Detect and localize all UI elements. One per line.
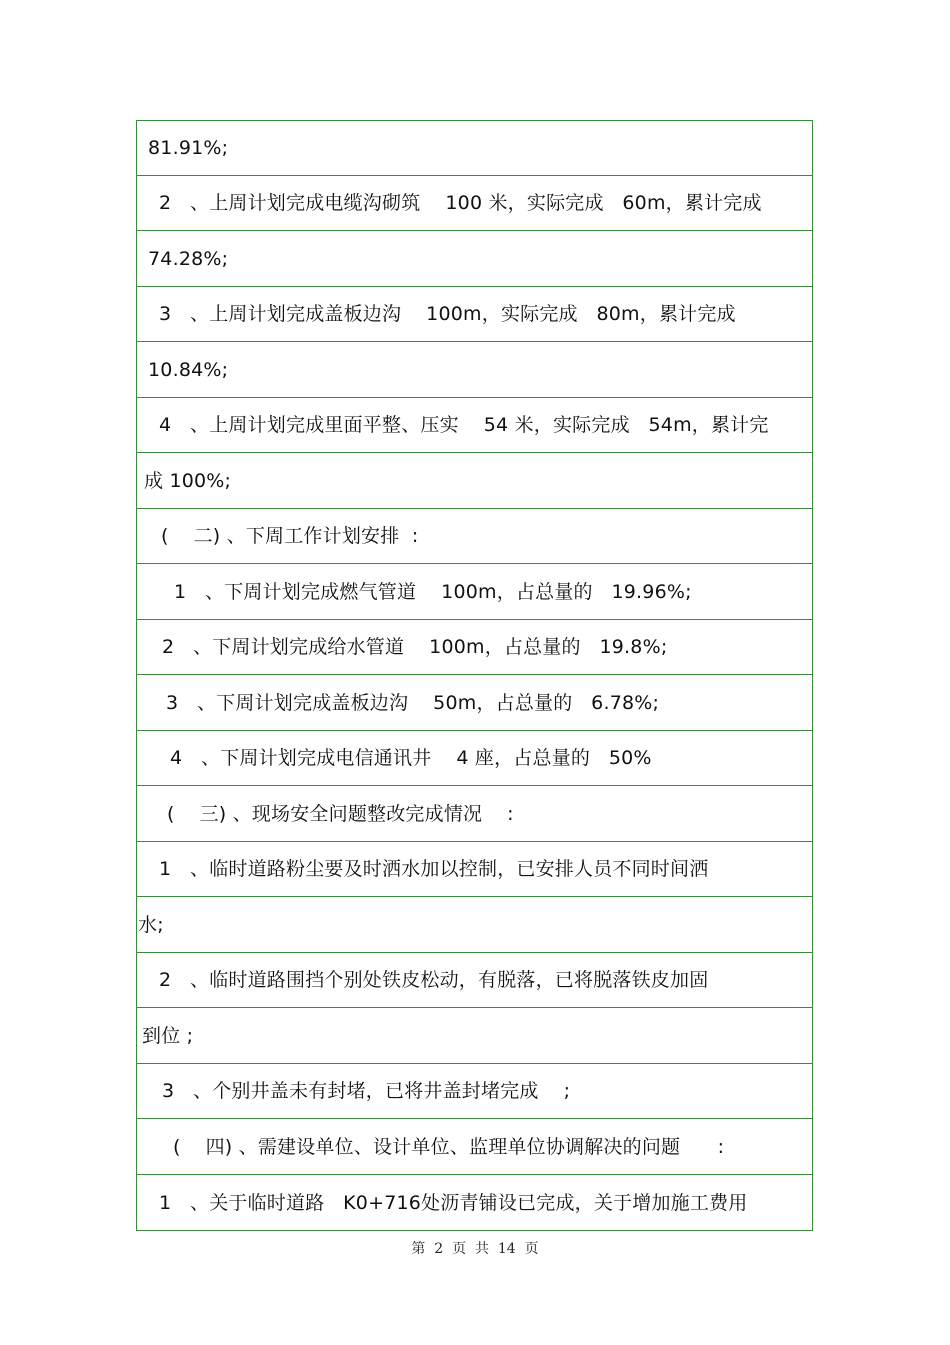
table-row (137, 731, 812, 786)
row-text: 2 、下周计划完成给水管道 100m，占总量的 19.8%; (162, 636, 668, 658)
table-row (137, 398, 812, 453)
table-row (137, 898, 812, 953)
table-row (137, 343, 812, 398)
table-row (137, 121, 812, 176)
table-row (137, 1175, 812, 1230)
row-text: 4 、下周计划完成电信通讯井 4 座，占总量的 50% (170, 747, 652, 769)
table-row (137, 953, 812, 1008)
row-text: 1 、关于临时道路 K0+716处沥青铺设已完成，关于增加施工费用 (159, 1191, 748, 1214)
page-number-footer: 第 2 页 共 14 页 (411, 1241, 539, 1257)
row-text: 1 、下周计划完成燃气管道 100m，占总量的 19.96%; (174, 581, 692, 603)
table-row (137, 232, 812, 287)
row-text: 3 、上周计划完成盖板边沟 100m，实际完成 80m，累计完成 (159, 303, 736, 325)
row-text: 3 、下周计划完成盖板边沟 50m，占总量的 6.78%; (166, 692, 660, 714)
row-text: 74.28%; (148, 248, 229, 270)
row-text: 2 、临时道路围挡个别处铁皮松动，有脱落，已将脱落铁皮加固 (159, 969, 709, 991)
content-table (136, 120, 813, 1231)
table-row (137, 842, 812, 897)
table-row (137, 287, 812, 342)
table-row (137, 620, 812, 675)
row-text: 到位 ; (142, 1025, 194, 1047)
row-text: 成 100%; (144, 470, 232, 492)
row-text: 1 、临时道路粉尘要及时洒水加以控制，已安排人员不同时间洒 (159, 858, 709, 880)
row-text: ( 四) 、需建设单位、设计单位、监理单位协调解决的问题 : (173, 1136, 725, 1158)
row-text: 81.91%; (148, 137, 229, 159)
table-row (137, 509, 812, 564)
table-row (137, 1064, 812, 1119)
table-row (137, 676, 812, 731)
row-text: 3 、个别井盖未有封堵，已将井盖封堵完成 ; (162, 1080, 571, 1102)
table-row (137, 565, 812, 620)
table-row (137, 176, 812, 231)
table-row (137, 787, 812, 842)
row-text: 4 、上周计划完成里面平整、压实 54 米，实际完成 54m，累计完 (159, 414, 769, 436)
row-text: 2 、上周计划完成电缆沟砌筑 100 米，实际完成 60m，累计完成 (159, 192, 762, 214)
row-text: 水; (138, 914, 164, 936)
row-text: ( 三) 、现场安全问题整改完成情况 : (167, 803, 514, 825)
table-row (137, 1120, 812, 1175)
row-text: ( 二) 、下周工作计划安排 : (161, 525, 419, 547)
table-row (137, 454, 812, 509)
row-text: 10.84%; (148, 359, 229, 381)
table-row (137, 1009, 812, 1064)
